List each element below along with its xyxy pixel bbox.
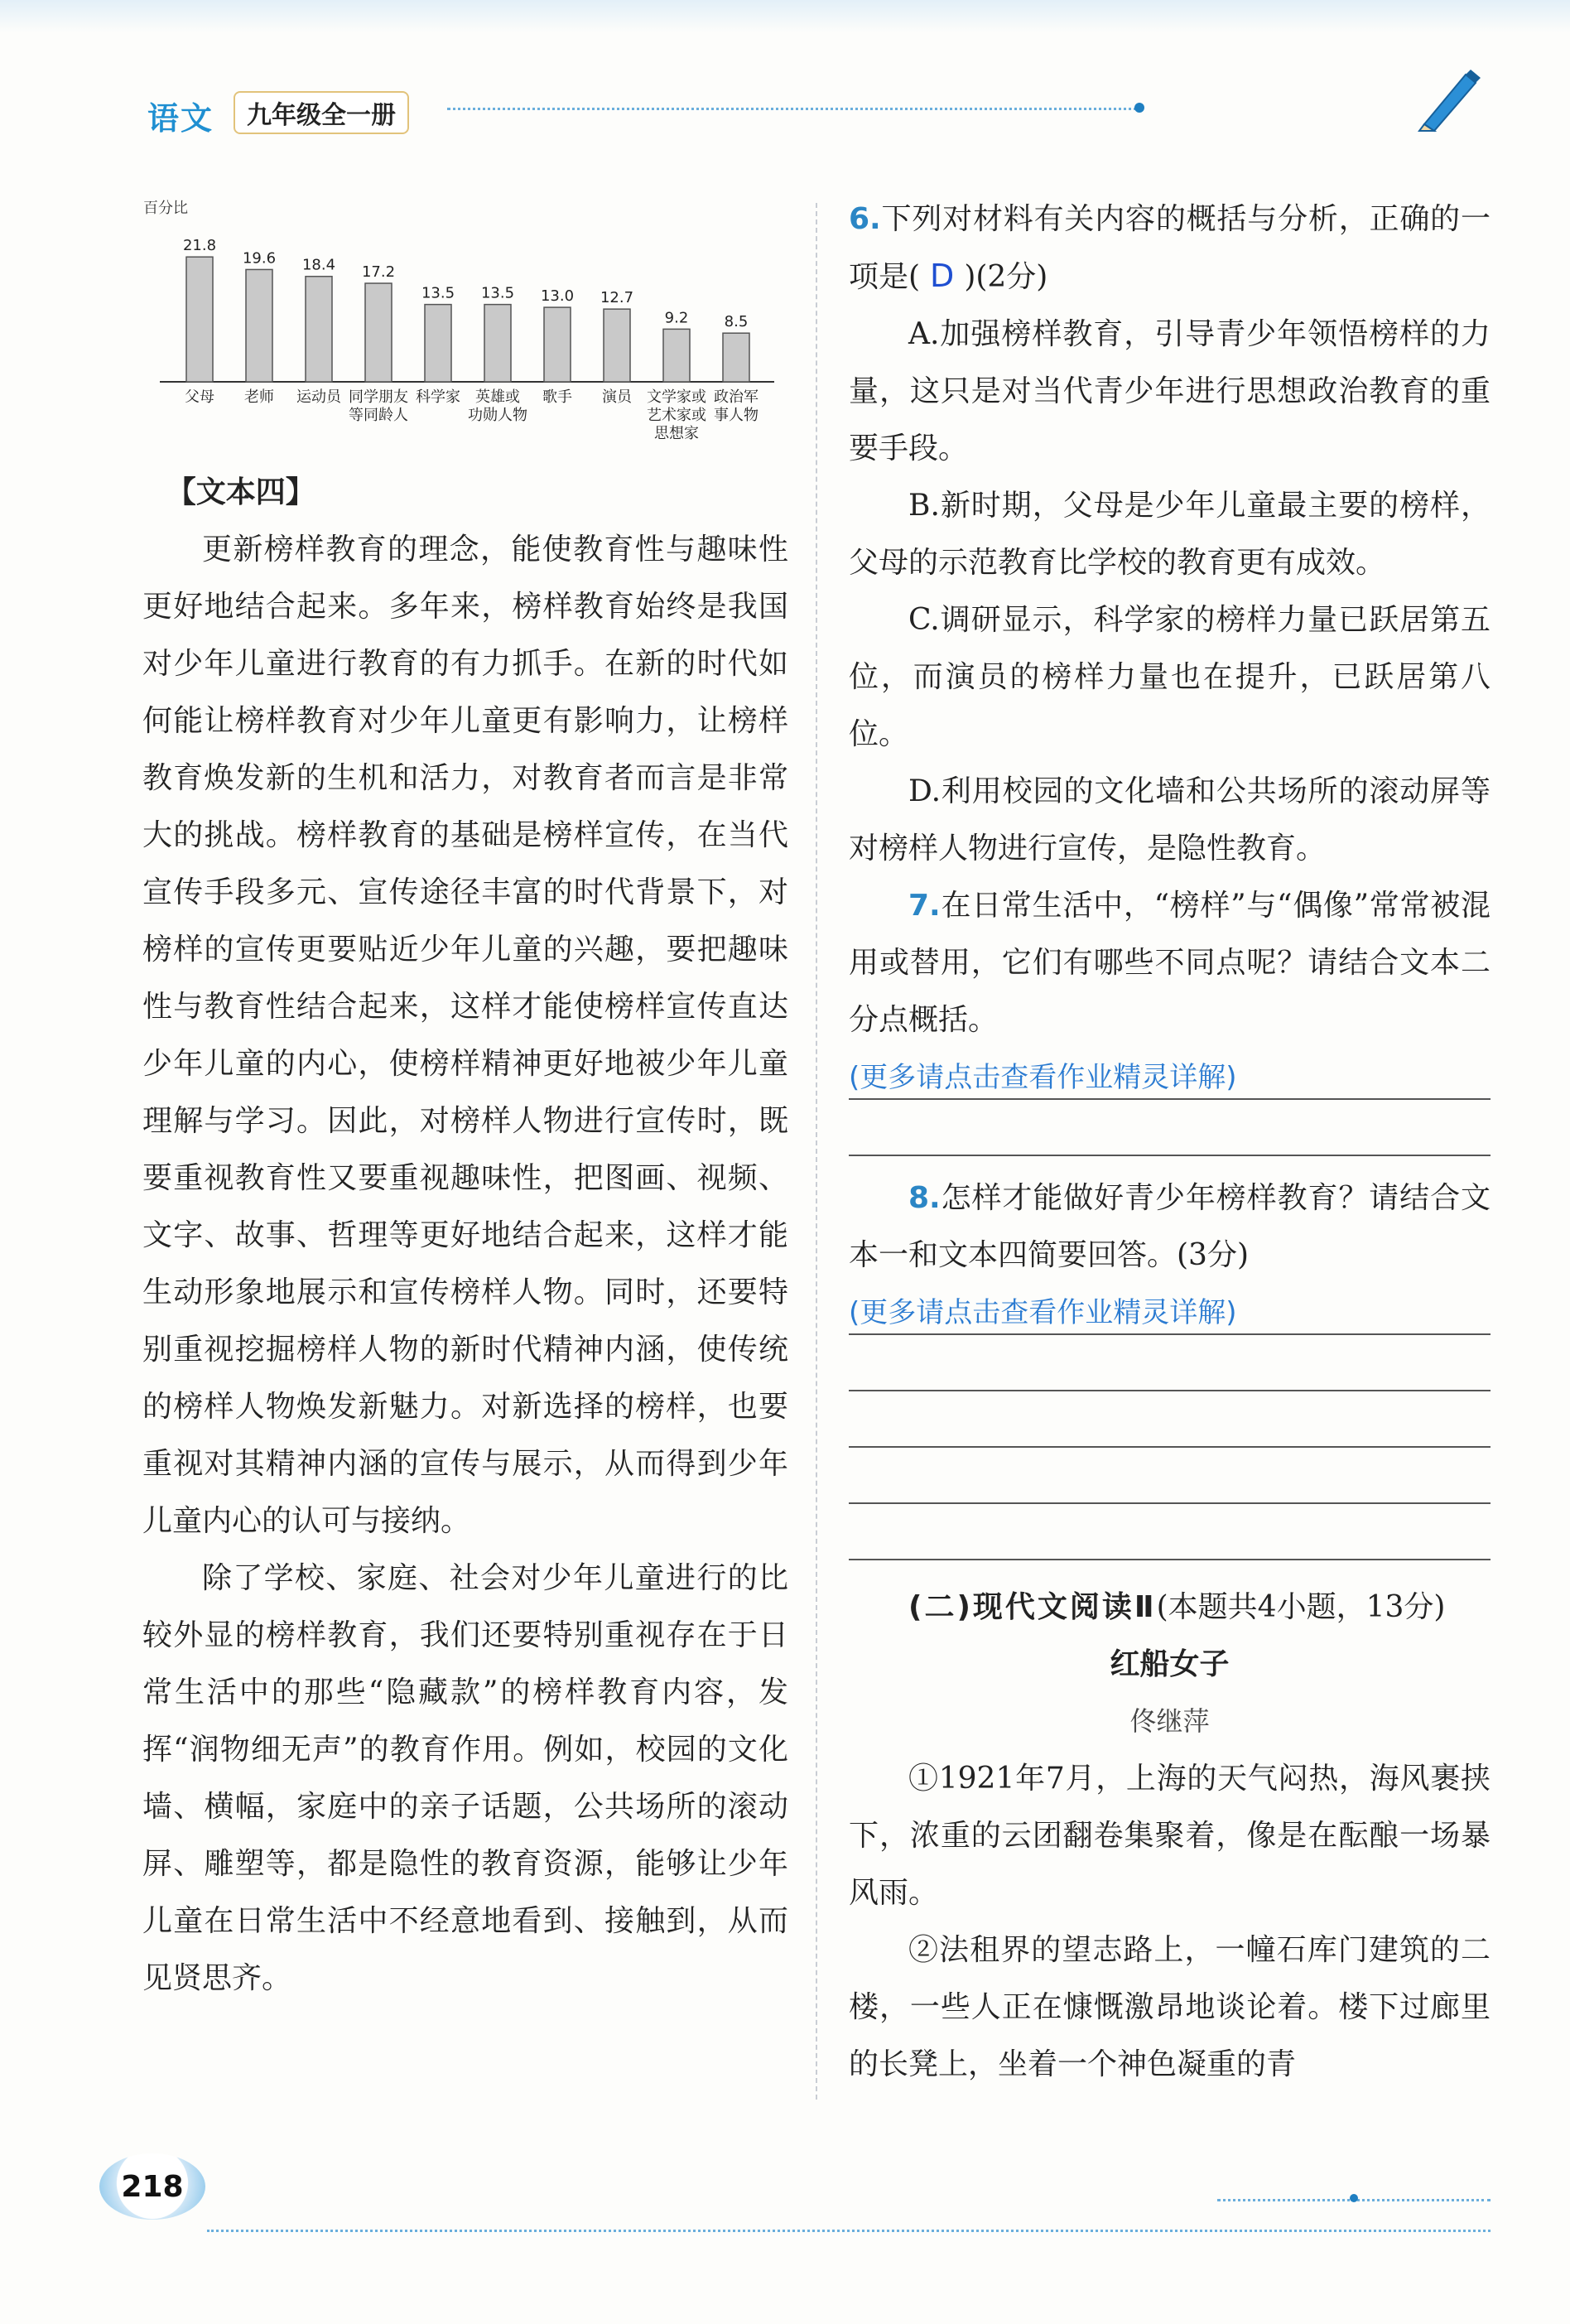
category-label-3-0: 同学朋友 [349,388,408,406]
q8-answer-line-3 [849,1391,1491,1448]
bar-value-label-5: 13.5 [480,284,515,302]
category-label-2-0: 运动员 [296,388,341,406]
q8-number: 8. [908,1181,941,1215]
q8-answer-line-2 [849,1335,1491,1391]
section2-title: (二)现代文阅读Ⅱ [908,1590,1157,1624]
subject-label: 语文 [147,100,214,137]
bar-value-label-2: 18.4 [301,256,336,274]
bar-0 [186,257,213,382]
q6-answer: D [930,258,955,294]
category-label-9-0: 政治军 [714,388,759,406]
q6-number: 6. [849,202,881,236]
bar-1 [246,269,272,382]
chart-bars [183,237,759,442]
bar-value-label-3: 17.2 [361,263,396,282]
bar-2 [306,277,332,382]
category-label-3-1: 等同龄人 [349,407,408,424]
pen-icon [1408,66,1482,133]
bar-value-label-0: 21.8 [182,237,217,255]
category-label-9-1: 事人物 [714,407,759,424]
category-label-7-0: 演员 [602,388,632,406]
page-number: 218 [99,2153,205,2220]
bar-7 [604,309,630,382]
article-title: 红船女子 [1110,1647,1230,1681]
section-title-text4: 【文本四】 [166,475,315,509]
section2-heading [849,1579,1491,1636]
q8-answer-line-5 [849,1504,1491,1560]
category-label-1-0: 老师 [244,388,274,406]
q7-stem: 在日常生活中，“榜样”与“偶像”常常被混用或替用，它们有哪些不同点呢？请结合文本二分点概括。 [849,889,1491,1037]
q8-stem: 怎样才能做好青少年榜样教育？请结合文本一和文本四简要回答。(3分) [849,1181,1491,1272]
column-divider [816,203,817,2100]
chart-ylabel: 百分比 [143,200,188,217]
q6-option-b: B.新时期，父母是少年儿童最主要的榜样，父母的示范教育比学校的教育更有成效。 [849,489,1491,580]
q7-detail-link[interactable]: (更多请点击查看作业精灵详解) [849,1061,1237,1094]
header-dot [1134,103,1144,113]
left-paragraph-1: 更新榜样教育的理念，能使教育性与趣味性更好地结合起来。多年来，榜样教育始终是我国对少年儿童进行教育的有力抓手。在新的时代如何能让榜样教育对少年儿童更有影响力，让榜样教育焕发新的生机和活力，对教育者而言是非常大的挑战。榜样教育的基础是榜样宣传，在当代宣传手段多元、宣传途径丰富的时代背景下，对榜样的宣传更要贴近少年儿童的兴趣，要把趣味性与教育性结合起来，这样才能使榜样宣传直达少年儿童的内心，使榜样精神更好地被少年儿童理解与学习。因此，对榜样人物进行宣传时，既要重视教育性又要重视趣味性，把图画、视频、文字、故事、哲理等更好地结合起来，这样才能生动形象地展示和宣传榜样人物。同时，还要特别重视挖掘榜样人物的新时代精神内涵，使传统的榜样人物焕发新魅力。对新选择的榜样，也要重视对其精神内涵的宣传与展示，从而得到少年儿童内心的认可与接纳。 [142,533,788,1538]
bar-5 [484,305,511,382]
q6-option-c: C.调研显示，科学家的榜样力量已跃居第五位，而演员的榜样力量也在提升，已跃居第八位。 [849,603,1491,751]
category-label-8-2: 思想家 [654,425,699,442]
bar-value-label-9: 8.5 [724,313,749,331]
category-label-8-0: 文学家或 [647,388,706,406]
footer-dotted-line [207,2230,1491,2232]
category-label-5-0: 英雄或 [475,388,520,406]
article-paragraph-1: ①1921年7月，上海的天气闷热，海风裹挟下，浓重的云团翻卷集聚着，像是在酝酿一场暴风雨。 [849,1762,1491,1910]
bar-value-label-1: 19.6 [242,249,277,268]
bar-8 [663,329,690,382]
header-dotted-line [447,108,1143,110]
bar-value-label-7: 12.7 [600,289,634,307]
section2-note: (本题共4小题，13分) [1156,1590,1446,1624]
right-column [849,190,1491,2093]
category-label-4-0: 科学家 [416,388,460,406]
bar-chart [137,195,791,468]
q8-answer-line-4 [849,1448,1491,1504]
left-column [142,464,788,2007]
footer-dot [1350,2194,1358,2202]
bar-value-label-8: 9.2 [664,309,689,327]
q6-stem-a: 下列对材料有关内容的概括与分析，正确的一项是( [849,202,1491,294]
category-label-0-0: 父母 [185,388,214,406]
q6-option-d: D.利用校园的文化墙和公共场所的滚动屏等对榜样人物进行宣传，是隐性教育。 [849,774,1491,865]
category-label-5-1: 功勋人物 [468,407,527,424]
q8-answer-line-1 [849,1284,1491,1335]
grade-label: 九年级全一册 [234,91,409,134]
q6-stem-b: )(2分) [964,260,1048,294]
bar-value-label-6: 13.0 [540,287,575,306]
article-paragraph-2: ②法租界的望志路上，一幢石库门建筑的二楼，一些人正在慷慨激昂地谈论着。楼下过廊里的长凳上，坐着一个神色凝重的青 [849,1933,1491,2081]
question-7 [849,877,1491,1049]
category-label-6-0: 歌手 [542,388,572,406]
bar-3 [365,283,392,382]
q6-option-a: A.加强榜样教育，引导青少年领悟榜样的力量，这只是对当代青少年进行思想政治教育的重要手段。 [849,317,1491,465]
q7-number: 7. [908,889,941,923]
question-6 [849,190,1491,306]
bar-9 [723,333,749,382]
q7-answer-line-2 [849,1100,1491,1156]
bar-4 [425,305,451,382]
bar-6 [544,307,571,382]
q7-answer-line-1 [849,1049,1491,1100]
left-paragraph-2: 除了学校、家庭、社会对少年儿童进行的比较外显的榜样教育，我们还要特别重视存在于日常生活中的那些“隐藏款”的榜样教育内容，发挥“润物细无声”的教育作用。例如，校园的文化墙、横幅，家庭中的亲子话题，公共场所的滚动屏、雕塑等，都是隐性的教育资源，能够让少年儿童在日常生活中不经意地看到、接触到，从而见贤思齐。 [142,1561,788,1995]
article-author: 佟继萍 [1129,1705,1210,1737]
header-band [0,0,1570,33]
bar-value-label-4: 13.5 [421,284,455,302]
q8-detail-link[interactable]: (更多请点击查看作业精灵详解) [849,1296,1237,1329]
category-label-8-1: 艺术家或 [647,407,706,424]
question-8 [849,1169,1491,1284]
